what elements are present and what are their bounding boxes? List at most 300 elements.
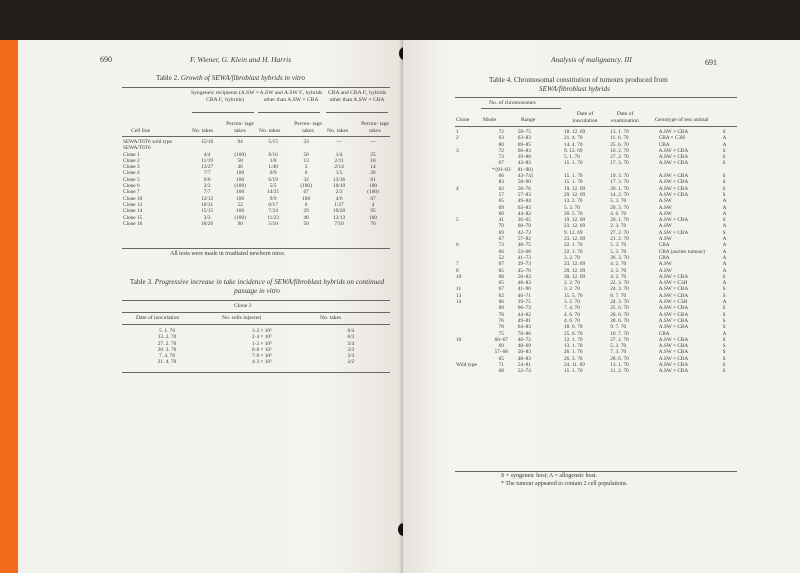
table4-row-cell: A xyxy=(722,210,727,217)
table4-row-cell: A.SW × CBA xyxy=(658,292,689,299)
table2-group-rule-2 xyxy=(258,112,320,113)
table4-row-cell: 69 xyxy=(498,229,504,236)
table3-row xyxy=(122,359,390,365)
table4-row-cell: A xyxy=(722,242,727,249)
table2-row-cell: 32 xyxy=(303,176,309,183)
table2-row-cell: 25 xyxy=(370,151,376,158)
table3-col-takes: No. takes xyxy=(320,315,342,321)
table2-header-rule xyxy=(122,136,390,137)
table4-group-header: No. of chromosomes xyxy=(489,100,536,106)
table4-row-cell: 65 xyxy=(498,355,504,362)
table3 xyxy=(122,328,390,366)
table4-footnote-1: S = syngeneic host; A = allogeneic host. xyxy=(501,473,598,479)
table2-row-cell: 94 xyxy=(237,139,243,145)
table4-row-cell: 66 xyxy=(498,248,504,255)
table2-row-cell: 14/21 xyxy=(267,189,280,196)
table4-row-cell: 44–82 xyxy=(517,210,531,217)
table4-row-cell: A xyxy=(722,254,727,261)
table4-col-date-exam: Date of examination xyxy=(611,111,639,124)
table4-row-cell: A.SW × CBA xyxy=(658,349,689,356)
running-head-right: Analysis of malignancy. III xyxy=(551,55,632,64)
table4-row-cell: 28. 6. 70 xyxy=(610,311,629,318)
table4-row-cell: A xyxy=(722,198,727,205)
table4-row-cell: 48–83 xyxy=(517,280,531,287)
table4-row-cell: 49–81 xyxy=(517,317,531,324)
table2-row-cell: 3/3 xyxy=(203,183,211,190)
table4-row-cell: A.SW × CBA xyxy=(658,173,689,180)
table4-row-cell: S xyxy=(722,292,726,299)
table4-row-cell: A xyxy=(722,261,727,268)
table4-row-cell: A.SW × C3H xyxy=(658,299,688,306)
table4-row-cell: 65 xyxy=(498,198,504,205)
table4-row-cell: 29. 12. 69 xyxy=(563,191,586,198)
table2-row-cell: 18/20 xyxy=(201,220,214,227)
table3-row-cell: 20. 3. 70 xyxy=(157,346,177,353)
table4-row-cell: A xyxy=(722,248,727,255)
table2-row-cell: SEWA/T6T6 wild type xyxy=(123,139,172,145)
table4-row-cell: 5. 3. 70 xyxy=(610,343,627,350)
table4-row-cell: A.SW × CBA xyxy=(658,273,689,280)
table2-row-cell: 0/9 xyxy=(269,170,277,177)
table2-row-cell: 50 xyxy=(303,151,309,158)
table2-row-cell: 18 xyxy=(370,157,376,164)
table3-row-cell: 3/4 xyxy=(347,340,355,347)
table2-row-cell: 7/7 xyxy=(203,189,211,196)
table4-row-cell: 4. 2. 70 xyxy=(610,273,627,280)
table4-row-cell: 68 xyxy=(498,368,504,375)
table2-row-cell: 1/5 xyxy=(335,170,343,177)
table2-row-cell: 100 xyxy=(369,183,378,190)
table4-row-cell: A xyxy=(722,141,727,148)
table4-caption-line2: SEWA/fibroblast hybrids xyxy=(539,85,610,93)
table2-group-syngeneic: Syngeneic recipients (A.SW × CBA F₁ hybrids) xyxy=(191,90,259,103)
table4-row-cell: 41 xyxy=(498,217,504,224)
table4-row-cell: 29. 12. 69 xyxy=(563,267,586,274)
table4-row-cell: 46–71 xyxy=(517,292,531,299)
table4-row-cell: 60–67 xyxy=(494,336,508,343)
table3-row-cell: 5. 1. 70 xyxy=(159,328,175,334)
table2-row-cell: Clone 10 xyxy=(123,195,143,202)
table2-row-cell: 12/12 xyxy=(201,195,214,202)
table2-row-cell: 15/15 xyxy=(201,208,214,215)
table2-row-cell: 50 xyxy=(303,220,309,227)
table4-row-cell: 14. 2. 70 xyxy=(610,191,629,198)
table4-row-cell: 15. 5. 70 xyxy=(563,292,583,299)
table4-row-cell: 5 xyxy=(456,217,459,224)
table2-top-rule xyxy=(122,87,390,88)
table2-row-cell: 11/19 xyxy=(201,157,214,164)
table4-row-cell: 70 xyxy=(498,223,504,230)
table2-row-cell: 0 xyxy=(304,201,308,208)
table3-top-rule xyxy=(122,300,390,301)
table4-row-cell: 20. 1. 70 xyxy=(610,185,629,192)
table4-row-cell: 18. 6. 70 xyxy=(563,324,583,331)
table4-row-cell: 73 xyxy=(498,242,504,249)
table4-row-cell: 24. 3. 70 xyxy=(610,286,629,293)
table2-row-cell: 5/5 xyxy=(269,183,277,190)
table4-row-cell: 2. 3. 70 xyxy=(610,223,627,230)
table2-row-cell: 16/31 xyxy=(201,201,214,208)
table4-row-cell: 24. 3. 70 xyxy=(610,299,629,306)
table2-row-cell: 11/23 xyxy=(267,214,280,221)
table2-row-cell: 100 xyxy=(236,189,245,196)
table4-row-cell: 70–86 xyxy=(517,330,531,337)
table2-row-cell: 13/16 xyxy=(333,176,346,183)
table2-col-pct-2: Percen- tage takes xyxy=(294,121,322,134)
table4-row-cell: 27. 2. 70 xyxy=(610,336,629,343)
table4-row-cell: 73 xyxy=(498,154,504,161)
table4-row-cell: A xyxy=(722,330,727,337)
table3-row xyxy=(122,334,390,340)
page-number-left: 690 xyxy=(100,55,112,64)
table4-row-cell: 41–73 xyxy=(517,254,531,261)
table4-row-cell: 13 xyxy=(456,292,462,299)
table4-row-cell: A.SW xyxy=(658,204,672,211)
table4-row-cell: S xyxy=(722,368,726,375)
table4-row-cell: 63–83 xyxy=(517,204,531,211)
table2-row-cell: 1/8 xyxy=(269,157,277,164)
table4-row-cell: 58–90 xyxy=(517,179,531,186)
table2-row-cell: 2/14 xyxy=(334,164,344,171)
table4-row-cell: S xyxy=(722,160,726,167)
table4-row-cell: 71 xyxy=(498,361,504,368)
table4-row-cell: S xyxy=(722,336,726,343)
table4-row-cell: 64–83 xyxy=(517,324,531,331)
table4-row-cell: 15. 1. 70 xyxy=(563,160,583,167)
table4-row-cell: S xyxy=(722,154,726,161)
table4-row-cell: 28. 6. 70 xyxy=(610,355,629,362)
table2-row-cell: 100 xyxy=(236,170,245,177)
table4-row-cell: 8 xyxy=(456,267,459,274)
table2-group-cba: CBA and CBA F₁ hybrids other than A.SW × CBA xyxy=(328,90,386,103)
table4-row-cell: 50–83 xyxy=(517,349,531,356)
table3-row-cell: 2/2 xyxy=(347,359,355,366)
table2-row-cell: Clone 2 xyxy=(123,157,140,164)
table3-row-cell: 1·2 × 10⁵ xyxy=(252,340,272,347)
table4-row-cell: 57–83 xyxy=(517,191,531,198)
table4-row-cell: A.SW × CBA xyxy=(658,217,689,224)
table3-row-cell: 0/3 xyxy=(347,334,355,341)
table2-col-pct-1: Percen- tage takes xyxy=(226,121,254,134)
table2-row-cell: 67 xyxy=(370,195,376,202)
table4-row-cell: 40–72 xyxy=(517,336,531,343)
table4-row-cell: A.SW xyxy=(658,261,672,268)
table2-row-cell: SEWA/T6T6 xyxy=(123,145,151,152)
table4-row-cell: 62 xyxy=(498,292,504,299)
table4-row-cell: 8. 7. 70 xyxy=(610,292,627,299)
orange-divider-tab xyxy=(0,40,18,573)
table4-row-cell: 65 xyxy=(498,267,504,274)
table4-row-cell: 45–70 xyxy=(517,267,531,274)
table4 xyxy=(455,129,737,375)
table4-row-cell: 24. 11. 69 xyxy=(563,361,585,368)
table4-row-cell: 15. 1. 70 xyxy=(563,179,583,186)
table4-row-cell: 4. 2. 70 xyxy=(610,261,627,268)
table2-row-cell: 7/24 xyxy=(268,208,278,215)
table4-row-cell: 5. 3. 70 xyxy=(610,242,627,249)
table4-row-cell: 39–88 xyxy=(517,154,531,161)
table4-bottom-rule xyxy=(455,471,737,472)
table4-row-cell: 58–76 xyxy=(517,185,531,192)
table4-row-cell: 54–81 xyxy=(517,361,531,368)
table4-row-cell: 41–96 xyxy=(517,286,531,293)
table2-row-cell: (100) xyxy=(234,214,246,221)
table4-row-cell: 22. 1. 70 xyxy=(563,242,583,249)
table4-row-cell: A.SW × CBA xyxy=(658,343,689,350)
table4-row-cell: 13. 1. 70 xyxy=(610,129,629,135)
table4-row-cell: A.SW xyxy=(658,198,672,205)
table2-row-cell: (100) xyxy=(234,183,246,190)
table4-row-cell: A xyxy=(722,280,727,287)
table4-row-cell: A.SW × CBA xyxy=(658,154,689,161)
table2-col-takes-2: No. takes xyxy=(259,128,281,134)
table4-row-cell: 80 xyxy=(498,141,504,148)
table4-row-cell: A.SW × CBA xyxy=(658,324,689,331)
table4-row-cell: S xyxy=(722,185,726,192)
table2-row-cell: 4/6 xyxy=(335,195,343,202)
table4-row-cell: 10. 7. 70 xyxy=(610,330,629,337)
table2-row-cell: Clone 7 xyxy=(123,189,140,196)
table4-row-cell: 7. 4. 70 xyxy=(563,305,580,312)
table4-row-cell: A xyxy=(722,267,727,274)
table2-row-cell: 13 xyxy=(303,157,309,164)
table4-row-cell: 9. 12. 69 xyxy=(563,229,583,236)
table4-row-cell: S xyxy=(722,173,726,180)
table4-row-cell: CBA × C3H xyxy=(658,135,685,142)
table2-row-cell: 7/10 xyxy=(334,220,344,227)
table4-row-cell: 66–83 xyxy=(517,147,531,154)
table4-row-cell: 66–73 xyxy=(517,305,531,312)
table4-row-cell: 22. 1. 70 xyxy=(563,248,583,255)
table2-row-cell: 6/19 xyxy=(268,176,278,183)
table4-row-cell: A.SW × CBA xyxy=(658,336,689,343)
table2-row-cell: 90 xyxy=(237,220,243,227)
table4-row-cell: 3. 2. 70 xyxy=(563,254,580,261)
table2-row-cell: (100) xyxy=(234,151,246,158)
table4-row-cell: 39–73 xyxy=(517,261,531,268)
table3-mid-rule xyxy=(122,312,390,313)
table4-row-cell: 66 xyxy=(498,173,504,180)
table4-row-cell: A.SW xyxy=(658,267,672,274)
table2-row-cell: 8/16 xyxy=(268,151,278,158)
table2-row-cell: Clone 15 xyxy=(123,214,143,221)
table4-row-cell: 5. 1. 70 xyxy=(563,154,580,161)
table4-row-cell: 72 xyxy=(498,147,504,154)
table2-row-cell: 48 xyxy=(237,164,243,171)
table2-row-cell: 14 xyxy=(370,164,376,171)
table2-col-cell-line: Cell line xyxy=(131,128,151,134)
table4-row-cell: 13. 1. 70 xyxy=(610,361,629,368)
table4-col-clone: Clone xyxy=(456,117,470,123)
table4-row-cell: 75 xyxy=(498,330,504,337)
table4-row-cell: 12. 1. 70 xyxy=(563,336,583,343)
table2-row-cell: 2/2 xyxy=(335,189,343,196)
table2-row-cell: Clone 6 xyxy=(123,183,140,190)
table4-row-cell: A.SW × CBA xyxy=(658,191,689,198)
table2-col-takes-1: No. takes xyxy=(192,128,214,134)
table4-row-cell: 5. 3. 70 xyxy=(563,204,580,211)
table4-row-cell: A.SW × CBA xyxy=(658,317,689,324)
table4-row-cell: 1 xyxy=(456,129,459,135)
table4-row-cell: 14. 4. 70 xyxy=(563,141,583,148)
table2-row-cell: 4/4 xyxy=(203,151,211,158)
table2-row-cell: 13/27 xyxy=(201,164,214,171)
table3-row-cell: 4·3 × 10⁵ xyxy=(252,359,272,366)
table4-row-cell: S xyxy=(722,129,726,135)
table4-row-cell: S xyxy=(722,361,726,368)
table4-row-cell: 26. 1. 70 xyxy=(563,349,583,356)
table4-col-genotype: Genotype of test animal xyxy=(655,117,709,123)
table4-row-cell: 9. 12. 69 xyxy=(563,147,583,154)
table2-footnote: All tests were made in irradiated newborn mice. xyxy=(170,251,286,257)
table2-row-cell: 7/7 xyxy=(203,170,211,177)
table4-row-cell: A.SW × CBA xyxy=(658,305,689,312)
table4-row-cell: 4. 6. 70 xyxy=(563,317,580,324)
table2-row-cell: 33 xyxy=(303,139,309,145)
table4-row-cell: 19. 3. 70 xyxy=(610,173,629,180)
table4-row-cell: A.SW xyxy=(658,223,672,230)
table3-row-cell: 0/4 xyxy=(347,328,355,334)
table2-row-cell: — xyxy=(336,139,342,145)
table4-row-cell: S xyxy=(722,286,726,293)
table4-row-cell: 15. 1. 70 xyxy=(563,368,583,375)
table3-row-cell: 21. 4. 70 xyxy=(157,359,177,366)
table3-col-cells: No. cells injected xyxy=(222,315,261,321)
table4-row-cell: S xyxy=(722,147,726,154)
table4-col-range: Range xyxy=(521,117,536,123)
table2-row-cell: 70 xyxy=(370,220,376,227)
table4-group-rule xyxy=(481,108,561,109)
table4-row-cell: 60–79 xyxy=(517,223,531,230)
table4-row-cell: A xyxy=(722,223,727,230)
table4-row-cell: 67 xyxy=(498,160,504,167)
table4-row-cell: 23. 12. 69 xyxy=(563,223,586,230)
table2-row-cell: 3/3 xyxy=(203,214,211,221)
table3-row-cell: 27. 2. 70 xyxy=(157,340,177,347)
table2-row-cell: Clone 3 xyxy=(123,164,140,171)
table4-row-cell: 4 xyxy=(456,185,459,192)
table4-row-cell: *{81–83 xyxy=(492,166,511,173)
table4-row-cell: A.SW × C3H xyxy=(658,280,688,287)
table4-row-cell: 78 xyxy=(498,311,504,318)
table4-row-cell: 48–83 xyxy=(517,355,531,362)
table4-row-cell: CBA xyxy=(658,254,670,261)
table4-row-cell: 14 xyxy=(456,299,462,306)
table2-row-cell: 5/15 xyxy=(268,139,278,145)
table4-row-cell: 27. 2. 70 xyxy=(610,154,629,161)
table2-row-cell: 81 xyxy=(370,176,376,183)
table2-row-cell: 29 xyxy=(303,208,309,215)
table2-row-cell: 0/17 xyxy=(268,201,278,208)
table4-row-cell: 60 xyxy=(498,210,504,217)
table4-row-cell: 53–68 xyxy=(517,248,531,255)
table4-row-cell: 50–83 xyxy=(517,273,531,280)
table4-row-cell: 7. 3. 70 xyxy=(610,349,627,356)
table4-row-cell: 2 xyxy=(456,135,459,142)
table4-row-cell: 58–75 xyxy=(517,129,531,135)
table4-row-cell: S xyxy=(722,273,726,280)
table2-row-cell: 52 xyxy=(237,201,243,208)
table4-row-cell: A.SW × CBA xyxy=(658,147,689,154)
table2-row-cell: 9/9 xyxy=(269,195,277,202)
table2-col-takes-3: No. takes xyxy=(327,128,349,134)
table4-row-cell: S xyxy=(722,229,726,236)
table2-row-cell: Clone 14 xyxy=(123,208,143,215)
table4-row-cell: 28. 6. 70 xyxy=(610,317,629,324)
table4-row-cell: S xyxy=(722,324,726,331)
table4-row-cell: 52 xyxy=(498,254,504,261)
table4-row-cell: 48–69 xyxy=(517,343,531,350)
table3-caption: Table 3. Progressive increase in take incidence of SEWA/fibroblast hybrids on continued passage in vitro xyxy=(129,278,385,295)
table2-row-cell: 67 xyxy=(303,189,309,196)
table2-row-cell: Clone 16 xyxy=(123,220,143,227)
table4-caption-line1: Table 4. Chromosomal constitution of tumours produced from xyxy=(489,76,668,84)
table4-row-cell: S xyxy=(722,355,726,362)
table4-row-cell: 60 xyxy=(498,343,504,350)
table4-row-cell: 68 xyxy=(498,273,504,280)
table4-row-cell: 36–65 xyxy=(517,217,531,224)
table4-row xyxy=(455,368,737,374)
table4-row-cell: 44–82 xyxy=(517,311,531,318)
table4-row-cell: A.SW × CBA xyxy=(658,361,689,368)
table4-row-cell: 19. 12. 69 xyxy=(563,217,586,224)
table4-row-cell: S xyxy=(722,349,726,356)
table4-row-cell: S xyxy=(722,343,726,350)
table4-row-cell: Wild type xyxy=(456,361,477,368)
table4-row-cell: 2. 2. 70 xyxy=(563,280,580,287)
table4-row-cell: A.SW × CBA xyxy=(658,311,689,318)
table4-row-cell: 22. 3. 70 xyxy=(610,280,629,287)
table2-row-cell: 4 xyxy=(371,201,375,208)
table4-row-cell: 67 xyxy=(498,261,504,268)
table3-row-cell: 3/3 xyxy=(347,353,355,360)
table4-row-cell: 62 xyxy=(498,185,504,192)
table3-row-cell: 7. 4. 70 xyxy=(159,353,175,360)
table4-footnote-2: * The tumour appeared to contain 2 cell populations. xyxy=(501,481,628,487)
table4-row-cell: 65 xyxy=(498,280,504,287)
table4-row-cell: 9. 7. 70 xyxy=(610,324,627,331)
table4-row-cell: 21. 2. 70 xyxy=(610,236,629,243)
table2-row-cell: 3 xyxy=(304,164,308,171)
table4-row-cell: 25. 6. 70 xyxy=(563,330,583,337)
table3-bottom-rule xyxy=(122,372,390,373)
table3-row-cell: 2·4 × 10⁵ xyxy=(252,334,272,341)
table4-row-cell: 11. 6. 70 xyxy=(610,135,629,142)
table4-row-cell: 25. 6. 70 xyxy=(610,305,629,312)
table4-row-cell: A.SW × CBA xyxy=(658,355,689,362)
table4-row-cell: 49–84 xyxy=(517,198,531,205)
table4-row-cell: S xyxy=(722,311,726,318)
table4-row-cell: CBA (ascites tumour) xyxy=(658,248,705,255)
table3-row-cell: 8·8 × 10⁵ xyxy=(252,346,272,353)
table2-group-rule-3 xyxy=(326,112,388,113)
table2-row-cell: (100) xyxy=(300,183,312,190)
table4-row-cell: 23. 12. 69 xyxy=(563,236,586,243)
table4-row-cell: 3. 2. 70 xyxy=(563,286,580,293)
table4-row-cell: 43–83 xyxy=(517,160,531,167)
table4-row-cell: 3. 2. 70 xyxy=(563,299,580,306)
table2-row-cell: 1/27 xyxy=(334,201,344,208)
table2-row-cell: 0 xyxy=(304,170,308,177)
table4-row-cell: 63–83 xyxy=(517,135,531,142)
table4-row-cell: 52–74 xyxy=(517,368,531,375)
table2-row-cell: 19/20 xyxy=(333,208,346,215)
table4-row-cell: 57–68 xyxy=(494,349,508,356)
table2-row-cell: 100 xyxy=(302,195,311,202)
table4-row-cell: 18. 12. 69 xyxy=(563,129,586,135)
table4-row-cell: 10. 2. 70 xyxy=(610,147,629,154)
table4-row-cell: 26. 3. 70 xyxy=(610,254,629,261)
